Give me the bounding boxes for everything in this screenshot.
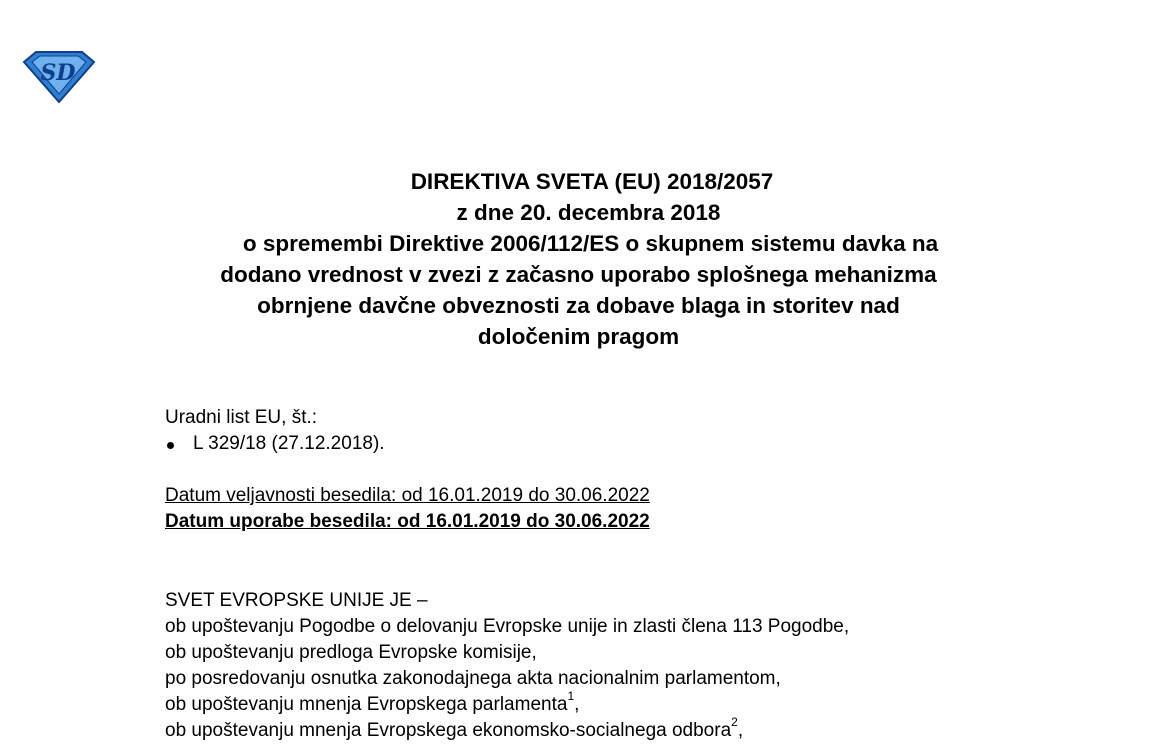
preamble-line-text: ob upoštevanju Pogodbe o delovanju Evropske unije in zlasti člena 113 Pogodbe, xyxy=(165,616,850,637)
gazette-reference: L 329/18 (27.12.2018). xyxy=(193,433,385,454)
application-date: Datum uporabe besedila: od 16.01.2019 do 30.06.2022 xyxy=(165,511,650,532)
logo-text: SD xyxy=(40,60,76,86)
title-line: z dne 20. decembra 2018 xyxy=(456,200,721,225)
title-line: obrnjene davčne obveznosti za dobave blaga in storitev nad xyxy=(257,293,900,318)
validity-date: Datum veljavnosti besedila: od 16.01.2019 do 30.06.2022 xyxy=(165,485,650,506)
preamble-line xyxy=(165,688,849,718)
footnote-reference[interactable]: 1 xyxy=(567,688,575,703)
title-line: DIREKTIVA SVETA (EU) 2018/2057 xyxy=(410,169,774,194)
punctuation: , xyxy=(737,720,744,741)
title-line: dodano vrednost v zvezi z začasno uporabo splošnega mehanizma xyxy=(220,262,937,287)
preamble-line-text: ob upoštevanju mnenja Evropskega parlamenta xyxy=(165,694,568,715)
preamble-heading: SVET EVROPSKE UNIJE JE – xyxy=(165,590,428,611)
preamble xyxy=(165,588,849,744)
preamble-line-text: ob upoštevanju mnenja Evropskega ekonomsko-socialnega odbora xyxy=(165,720,732,741)
title-line: o spremembi Direktive 2006/112/ES o skupnem sistemu davka na xyxy=(242,231,939,256)
list-item xyxy=(165,431,385,457)
bullet-icon xyxy=(167,442,174,449)
preamble-line xyxy=(165,614,849,640)
preamble-line-text: ob upoštevanju predloga Evropske komisije, xyxy=(165,642,537,663)
document-title xyxy=(0,166,1157,352)
preamble-line xyxy=(165,640,849,666)
preamble-line xyxy=(165,714,849,744)
preamble-line-text: po posredovanju osnutka zakonodajnega akta nacionalnim parlamentom, xyxy=(165,668,781,689)
gazette-label: Uradni list EU, št.: xyxy=(165,407,318,428)
gazette-list xyxy=(165,431,385,457)
preamble-line xyxy=(165,666,849,692)
punctuation: , xyxy=(574,694,580,715)
title-line: določenim pragom xyxy=(477,324,680,349)
logo-graphic xyxy=(22,48,96,104)
sd-shield-logo-icon xyxy=(22,48,96,104)
footnote-reference[interactable]: 2 xyxy=(731,714,738,729)
